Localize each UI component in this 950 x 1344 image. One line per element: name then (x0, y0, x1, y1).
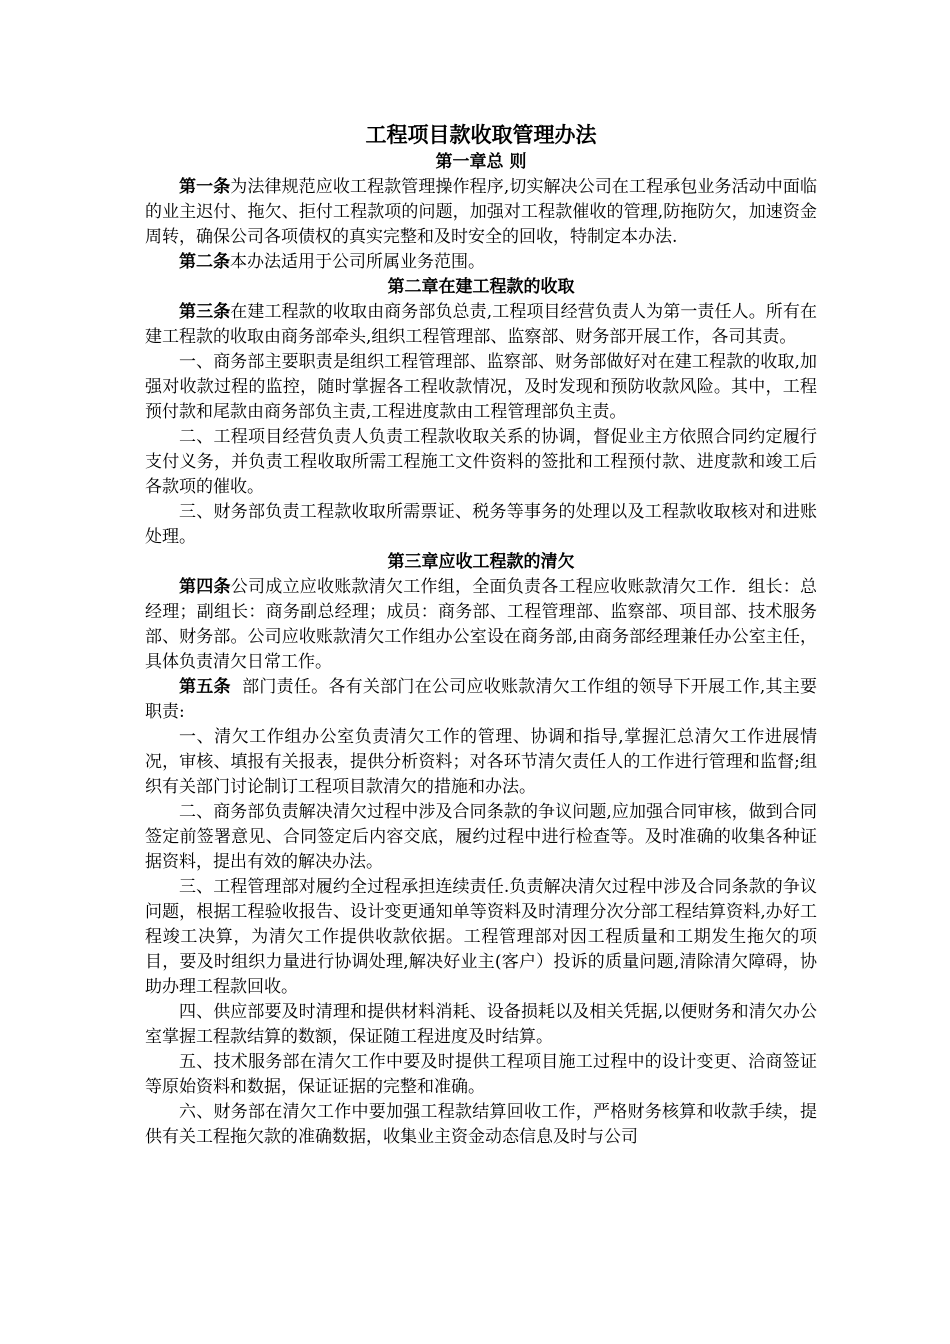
article-text: 为法律规范应收工程款管理操作程序,切实解决公司在工程承包业务活动中面临的业主迟付、拖欠、拒付工程款项的问题，加强对工程款催收的管理,防拖防欠，加速资金周转，确保公司各项债权的真实完整和及时安全的回收，特制定本办法. (145, 177, 818, 247)
chapter-heading-1: 第一章总 则 (435, 152, 527, 172)
chapter-heading-3: 第三章应收工程款的清欠 (387, 552, 575, 572)
article-3 (145, 300, 817, 350)
article-text: 部门责任。各有关部门在公司应收账款清欠工作组的领导下开展工作,其主要职责: (145, 677, 818, 722)
clause-paragraph: 一、商务部主要职责是组织工程管理部、监察部、财务部做好对在建工程款的收取,加强对收款过程的监控，随时掌握各工程收款情况，及时发现和预防收款风险。其中，工程预付款和尾款由商务部负主责,工程进度款由工程管理部负主责。 (145, 352, 817, 422)
article-2 (145, 250, 817, 275)
article-text: 本办法适用于公司所属业务范围。 (230, 252, 485, 272)
article-1 (145, 175, 817, 250)
clause-paragraph: 四、供应部要及时清理和提供材料消耗、设备损耗以及相关凭据,以便财务和清欠办公室掌握工程款结算的数额，保证随工程进度及时结算。 (145, 1002, 817, 1047)
document-title: 工程项目款收取管理办法 (365, 122, 597, 147)
clause-paragraph: 一、清欠工作组办公室负责清欠工作的管理、协调和指导,掌握汇总清欠工作进展情况，审核、填报有关报表，提供分析资料；对各环节清欠责任人的工作进行管理和监督;组织有关部门讨论制订工程项目款清欠的措施和办法。 (145, 727, 817, 797)
article-number: 第五条 (179, 677, 231, 697)
article-number: 第三条 (179, 302, 231, 322)
clause-paragraph: 二、商务部负责解决清欠过程中涉及合同条款的争议问题,应加强合同审核，做到合同签定前签署意见、合同签定后内容交底，履约过程中进行检查等。及时准确的收集各种证据资料，提出有效的解决办法。 (145, 802, 817, 872)
clause-paragraph: 三、工程管理部对履约全过程承担连续责任.负责解决清欠过程中涉及合同条款的争议问题，根据工程验收报告、设计变更通知单等资料及时清理分次分部工程结算资料,办好工程竣工决算，为清欠工作提供收款依据。工程管理部对因工程质量和工期发生拖欠的项目，要及时组织力量进行协调处理,解决好业主(客户）投诉的质量问题,清除清欠障碍，协助办理工程款回收。 (145, 877, 817, 997)
document-page (145, 120, 817, 1150)
chapter-heading-2: 第二章在建工程款的收取 (387, 277, 575, 297)
article-number: 第四条 (179, 577, 231, 597)
article-text: 在建工程款的收取由商务部负总责,工程项目经营负责人为第一责任人。所有在建工程款的收取由商务部牵头,组织工程管理部、监察部、财务部开展工作，各司其责。 (145, 302, 818, 347)
article-number: 第一条 (179, 177, 231, 197)
article-text: 公司成立应收账款清欠工作组，全面负责各工程应收账款清欠工作．组长：总经理；副组长：商务副总经理；成员：商务部、工程管理部、监察部、项目部、技术服务部、财务部。公司应收账款清欠工作组办公室设在商务部,由商务部经理兼任办公室主任，具体负责清欠日常工作。 (145, 577, 817, 672)
clause-paragraph: 二、工程项目经营负责人负责工程款收取关系的协调，督促业主方依照合同约定履行支付义务，并负责工程收取所需工程施工文件资料的签批和工程预付款、进度款和竣工后各款项的催收。 (145, 427, 817, 497)
clause-paragraph: 三、财务部负责工程款收取所需票证、税务等事务的处理以及工程款收取核对和进账处理。 (145, 502, 817, 547)
clause-paragraph: 五、技术服务部在清欠工作中要及时提供工程项目施工过程中的设计变更、洽商签证等原始资料和数据，保证证据的完整和准确。 (145, 1052, 817, 1097)
article-4 (145, 575, 817, 675)
clause-paragraph: 六、财务部在清欠工作中要加强工程款结算回收工作，严格财务核算和收款手续，提供有关工程拖欠款的准确数据，收集业主资金动态信息及时与公司 (145, 1102, 817, 1147)
article-5 (145, 675, 817, 725)
article-number: 第二条 (179, 252, 230, 272)
